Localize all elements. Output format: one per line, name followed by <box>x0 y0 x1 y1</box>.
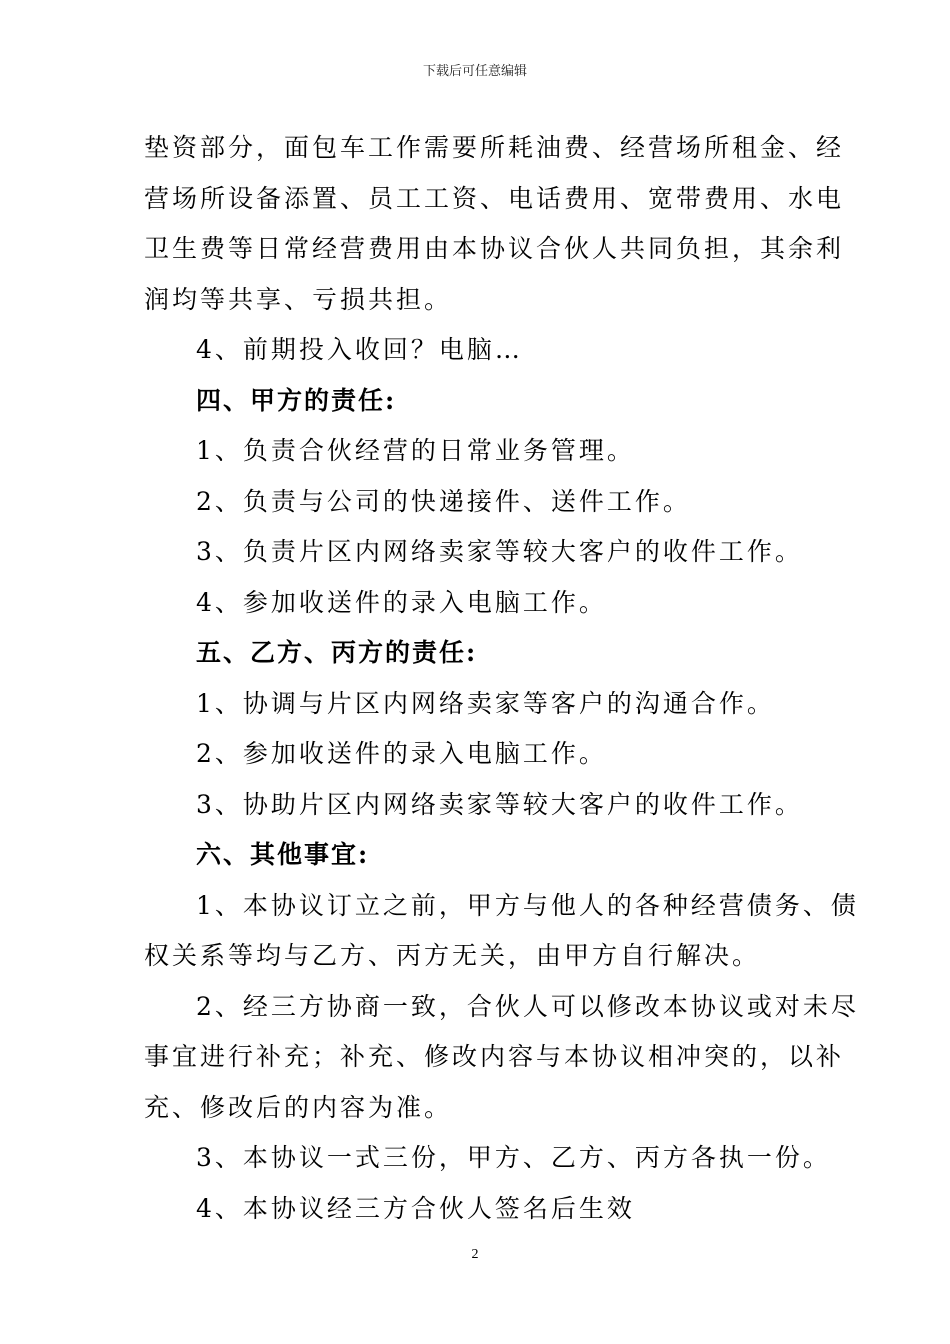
body-line: 垫资部分，面包车工作需要所耗油费、经营场所租金、经 <box>144 133 845 162</box>
body-line: 权关系等均与乙方、丙方无关，由甲方自行解决。 <box>144 941 761 970</box>
section-heading: 六、其他事宜: <box>196 840 370 869</box>
body-line: 2、经三方协商一致，合伙人可以修改本协议或对未尽 <box>196 991 859 1021</box>
body-line: 3、本协议一式三份，甲方、乙方、丙方各执一份。 <box>196 1143 831 1172</box>
section-heading: 四、甲方的责任: <box>196 385 397 415</box>
body-line: 1、本协议订立之前，甲方与他人的各种经营债务、债 <box>196 890 859 920</box>
body-line: 营场所设备添置、员工工资、电话费用、宽带费用、水电 <box>144 183 845 213</box>
body-line: 润均等共享、亏损共担。 <box>144 284 453 314</box>
body-line: 3、协助片区内网络卖家等较大客户的收件工作。 <box>196 789 803 819</box>
body-line: 2、负责与公司的快递接件、送件工作。 <box>196 486 691 516</box>
body-line: 卫生费等日常经营费用由本协议合伙人共同负担，其余利 <box>144 234 845 263</box>
page-number: 2 <box>471 1247 479 1262</box>
body-line: 3、负责片区内网络卖家等较大客户的收件工作。 <box>196 537 803 566</box>
body-line: 充、修改后的内容为准。 <box>144 1092 453 1122</box>
body-line: 4、本协议经三方合伙人签名后生效 <box>196 1193 635 1223</box>
page-header: 下载后可任意编辑 <box>422 64 527 79</box>
section-heading: 五、乙方、丙方的责任: <box>196 638 478 667</box>
body-line: 事宜进行补充；补充、修改内容与本协议相冲突的，以补 <box>144 1042 845 1071</box>
body-line: 2、参加收送件的录入电脑工作。 <box>196 739 607 768</box>
document-body <box>144 123 859 1234</box>
body-line: 4、前期投入收回？电脑… <box>196 335 523 364</box>
body-line: 1、负责合伙经营的日常业务管理。 <box>196 436 635 465</box>
body-line: 1、协调与片区内网络卖家等客户的沟通合作。 <box>196 688 775 718</box>
body-line: 4、参加收送件的录入电脑工作。 <box>196 587 607 617</box>
